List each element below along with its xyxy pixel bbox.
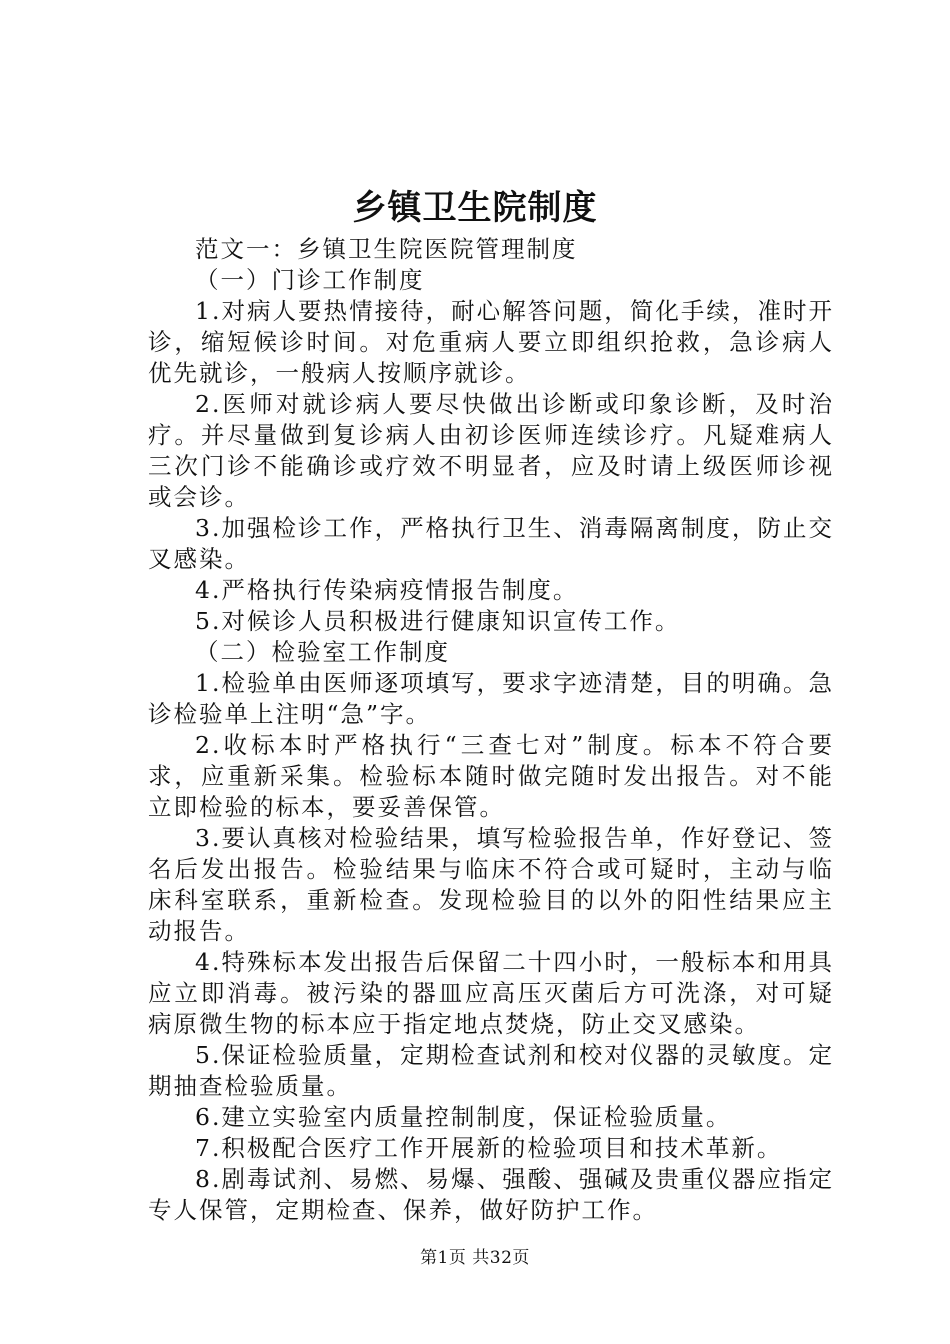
page-number: 第1页 共32页 [420,1248,530,1268]
paragraph: 1.检验单由医师逐项填写，要求字迹清楚，目的明确。急诊检验单上注明“急”字。 [148,669,834,728]
paragraph: 2.医师对就诊病人要尽快做出诊断或印象诊断，及时治疗。并尽量做到复诊病人由初诊医师连续诊疗。凡疑难病人三次门诊不能确诊或疗效不明显者，应及时请上级医师诊视或会诊。 [148,390,834,511]
paragraph: 1.对病人要热情接待，耐心解答问题，简化手续，准时开诊，缩短候诊时间。对危重病人要立即组织抢救，急诊病人优先就诊，一般病人按顺序就诊。 [148,297,834,387]
page-title: 乡镇卫生院制度 [352,188,598,228]
paragraph: 6.建立实验室内质量控制制度，保证检验质量。 [195,1103,732,1131]
paragraph: 3.要认真核对检验结果，填写检验报告单，作好登记、签名后发出报告。检验结果与临床不符合或可疑时，主动与临床科室联系，重新检查。发现检验目的以外的阳性结果应主动报告。 [148,824,834,945]
section-heading: （二）检验室工作制度 [195,638,450,666]
paragraph: 4.特殊标本发出报告后保留二十四小时，一般标本和用具应立即消毒。被污染的器皿应高压灭菌后方可洗涤，对可疑病原微生物的标本应于指定地点焚烧，防止交叉感染。 [148,948,834,1038]
paragraph: 2.收标本时严格执行“三查七对”制度。标本不符合要求，应重新采集。检验标本随时做完随时发出报告。对不能立即检验的标本，要妥善保管。 [148,731,834,821]
document-body [148,234,834,1226]
paragraph: 5.保证检验质量，定期检查试剂和校对仪器的灵敏度。定期抽查检验质量。 [148,1041,834,1100]
paragraph: 8.剧毒试剂、易燃、易爆、强酸、强碱及贵重仪器应指定专人保管，定期检查、保养，做好防护工作。 [148,1165,834,1224]
paragraph: 7.积极配合医疗工作开展新的检验项目和技术革新。 [195,1134,783,1162]
paragraph: 4.严格执行传染病疫情报告制度。 [195,576,579,604]
paragraph: 3.加强检诊工作，严格执行卫生、消毒隔离制度，防止交叉感染。 [148,514,834,573]
section-heading: （一）门诊工作制度 [195,266,425,294]
paragraph: 范文一：乡镇卫生院医院管理制度 [195,235,578,263]
paragraph: 5.对候诊人员积极进行健康知识宣传工作。 [195,607,681,635]
